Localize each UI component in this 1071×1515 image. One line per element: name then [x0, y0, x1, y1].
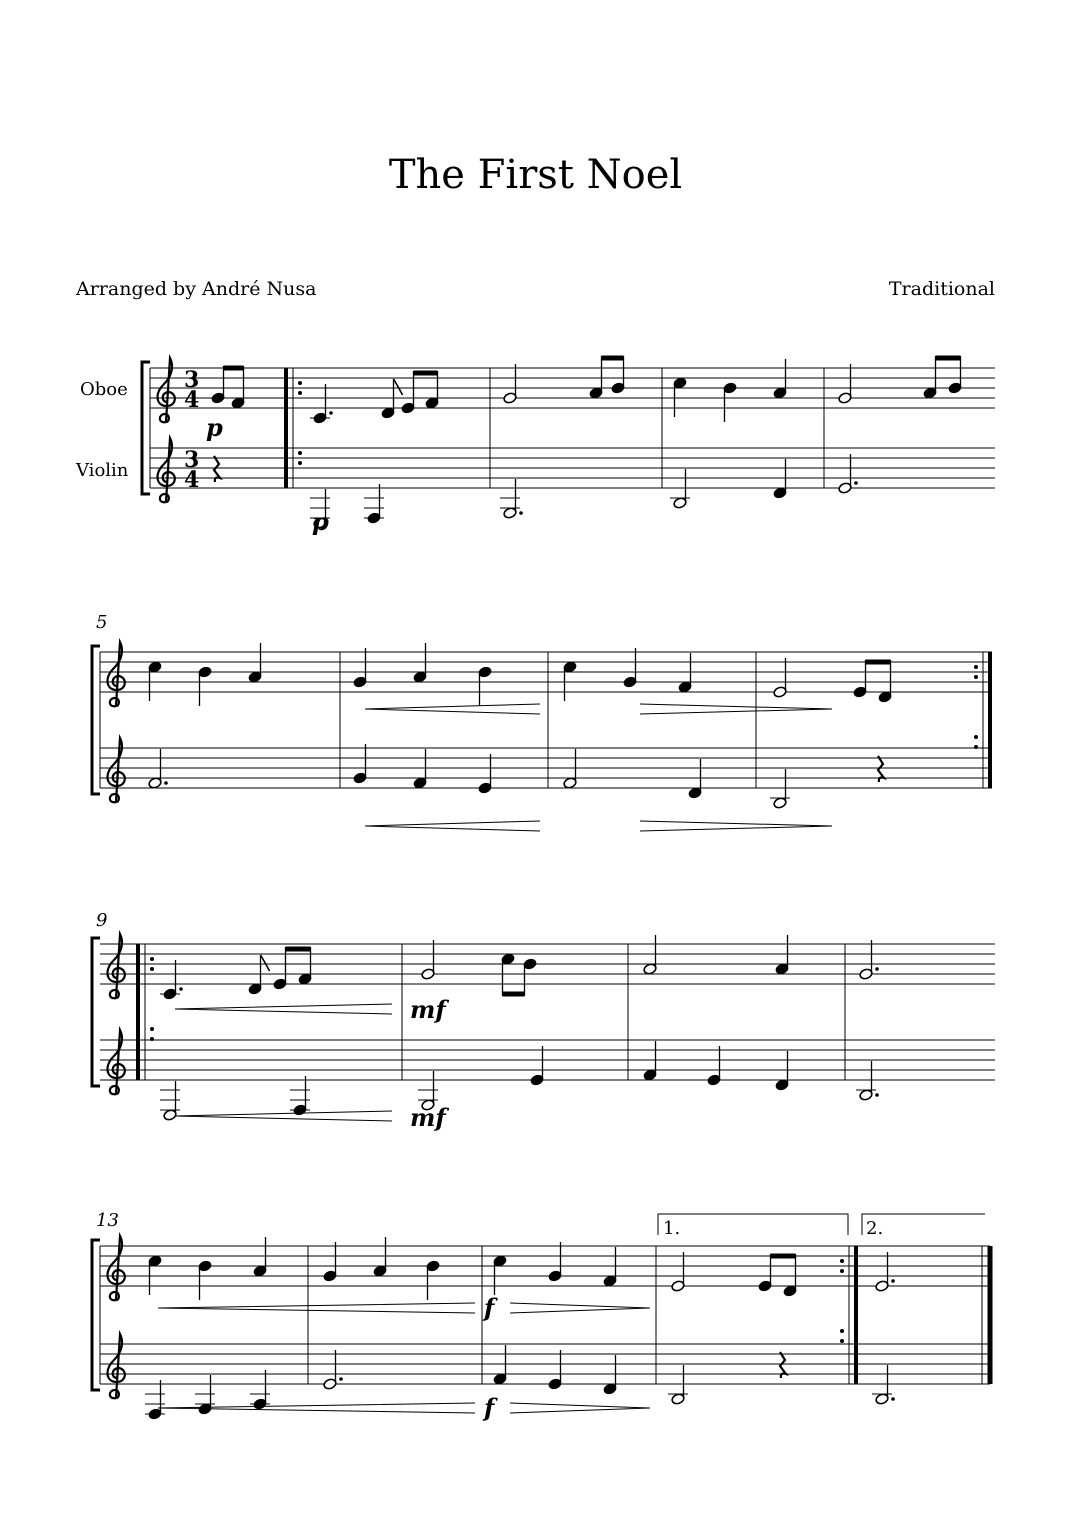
oboe-staff: [100, 652, 992, 692]
volta-label: 2.: [866, 1218, 884, 1239]
dynamic-marking: f: [484, 1293, 495, 1322]
repeat-dot: [150, 1027, 154, 1031]
crescendo-hairpin: [365, 704, 540, 714]
crescendo-hairpin: [175, 1111, 392, 1121]
system-bracket: [92, 646, 100, 794]
repeat-dot: [298, 461, 302, 465]
crescendo-hairpin: [158, 1303, 475, 1313]
note-dot: [179, 987, 183, 991]
repeat-dot: [298, 381, 302, 385]
violin-staff: [150, 448, 995, 488]
dynamic-marking: mf: [410, 995, 446, 1024]
violin-staff: [100, 748, 992, 788]
note-dot: [875, 967, 879, 971]
repeat-dot: [974, 745, 978, 749]
system-bracket: [92, 1240, 100, 1390]
note-dot: [339, 1377, 343, 1381]
volta-bracket: [658, 1214, 848, 1235]
dynamic-marking: mf: [410, 1103, 446, 1132]
note-flag: [261, 955, 270, 971]
repeat-dot: [298, 451, 302, 455]
decrescendo-hairpin: [510, 1403, 650, 1413]
repeat-dot: [974, 675, 978, 679]
repeat-dot: [298, 391, 302, 395]
composer-credit: Traditional: [888, 278, 995, 300]
repeat-dot: [840, 1329, 844, 1333]
measure-number: 5: [96, 612, 108, 633]
dynamic-marking: p: [312, 507, 329, 536]
note-dot: [891, 1397, 895, 1401]
dynamic-marking: p: [206, 413, 223, 442]
system-bracket: [142, 362, 150, 494]
time-signature-top: 3: [184, 367, 200, 393]
instrument-label-violin: Violin: [76, 460, 129, 481]
quarter-rest-icon: [878, 756, 884, 782]
repeat-dot: [840, 1269, 844, 1273]
decrescendo-hairpin: [640, 704, 832, 714]
crescendo-hairpin: [365, 821, 540, 831]
measure-number: 13: [96, 1210, 119, 1231]
time-signature-top: 3: [184, 447, 200, 473]
repeat-dot: [840, 1259, 844, 1263]
measure-number: 9: [96, 910, 108, 931]
oboe-staff: [150, 368, 995, 408]
note-dot: [854, 481, 858, 485]
crescendo-hairpin: [175, 1004, 392, 1014]
repeat-dot: [150, 957, 154, 961]
repeat-dot: [150, 1037, 154, 1041]
note-dot: [891, 1279, 895, 1283]
time-signature-bottom: 4: [184, 387, 200, 413]
quarter-rest-icon: [780, 1352, 786, 1378]
violin-staff: [100, 1040, 995, 1080]
repeat-dot: [150, 967, 154, 971]
repeat-dot: [840, 1339, 844, 1343]
note-dot: [875, 1093, 879, 1097]
decrescendo-hairpin: [640, 821, 832, 831]
system-bracket: [92, 938, 100, 1086]
decrescendo-hairpin: [510, 1303, 650, 1313]
dynamic-marking: f: [484, 1393, 495, 1422]
instrument-label-oboe: Oboe: [80, 379, 128, 400]
time-signature-bottom: 4: [184, 467, 200, 493]
note-dot: [164, 781, 168, 785]
volta-label: 1.: [663, 1218, 681, 1239]
repeat-dot: [974, 735, 978, 739]
score-title: The First Noel: [388, 152, 683, 198]
note-dot: [329, 411, 333, 415]
arranger-credit: Arranged by André Nusa: [76, 278, 317, 300]
note-flag: [394, 379, 403, 395]
repeat-dot: [974, 665, 978, 669]
note-dot: [519, 511, 523, 515]
quarter-rest-icon: [214, 456, 220, 482]
